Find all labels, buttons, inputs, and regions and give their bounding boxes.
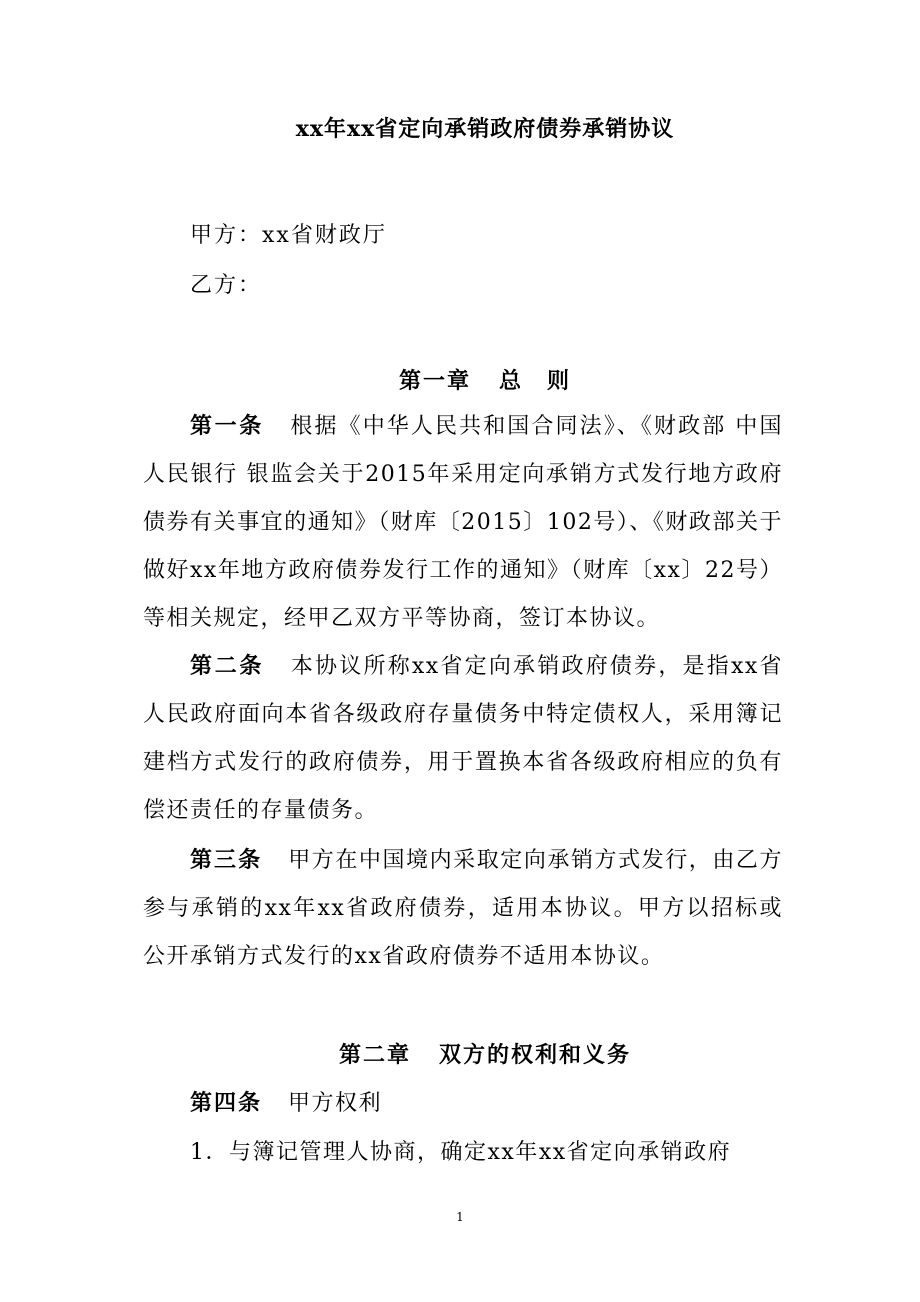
article-2-label: 第二条	[190, 653, 265, 679]
chapter-2-prefix: 第二章	[338, 1042, 411, 1068]
article-2	[143, 642, 783, 835]
article-4-item-1: 1．与簿记管理人协商，确定xx年xx省定向承销政府	[190, 1140, 732, 1165]
article-2-text: 本协议所称xx省定向承销政府债券，是指xx省人民政府面向本省各级政府存量债务中特定债权人，采用簿记建档方式发行的政府债券，用于置换本省各级政府相应的负有偿还责任的存量债务。	[143, 654, 783, 823]
chapter-2-heading	[0, 1038, 920, 1069]
party-a-line: 甲方：xx省财政厅	[190, 223, 387, 248]
article-4-text: 甲方权利	[288, 1091, 383, 1116]
chapter-2-name: 双方的权利和义务	[439, 1042, 632, 1068]
chapter-1-name: 总 则	[499, 368, 572, 394]
party-b-line: 乙方：	[190, 273, 263, 298]
article-3	[143, 836, 783, 981]
article-4	[190, 1086, 382, 1117]
article-3-text: 甲方在中国境内采取定向承销方式发行，由乙方参与承销的xx年xx省政府债券，适用本协议。甲方以招标或公开承销方式发行的xx省政府债券不适用本协议。	[143, 848, 783, 969]
page-number: 1	[456, 1210, 464, 1224]
article-1-text: 根据《中华人民共和国合同法》、《财政部 中国人民银行 银监会关于2015年采用定向承销方式发行地方政府债券有关事宜的通知》（财库〔2015〕102号）、《财政部关于做好xx年地方政府债券发行工作的通知》（财库〔xx〕22号）等相关规定，经甲乙双方平等协商，签订本协议。	[143, 414, 783, 631]
article-4-label: 第四条	[190, 1090, 263, 1116]
chapter-1-prefix: 第一章	[398, 368, 471, 394]
chapter-1-heading	[0, 364, 920, 395]
article-1	[143, 402, 783, 643]
article-1-label: 第一条	[190, 413, 264, 439]
article-3-label: 第三条	[190, 847, 263, 873]
document-title: xx年xx省定向承销政府债券承销协议	[295, 116, 675, 142]
